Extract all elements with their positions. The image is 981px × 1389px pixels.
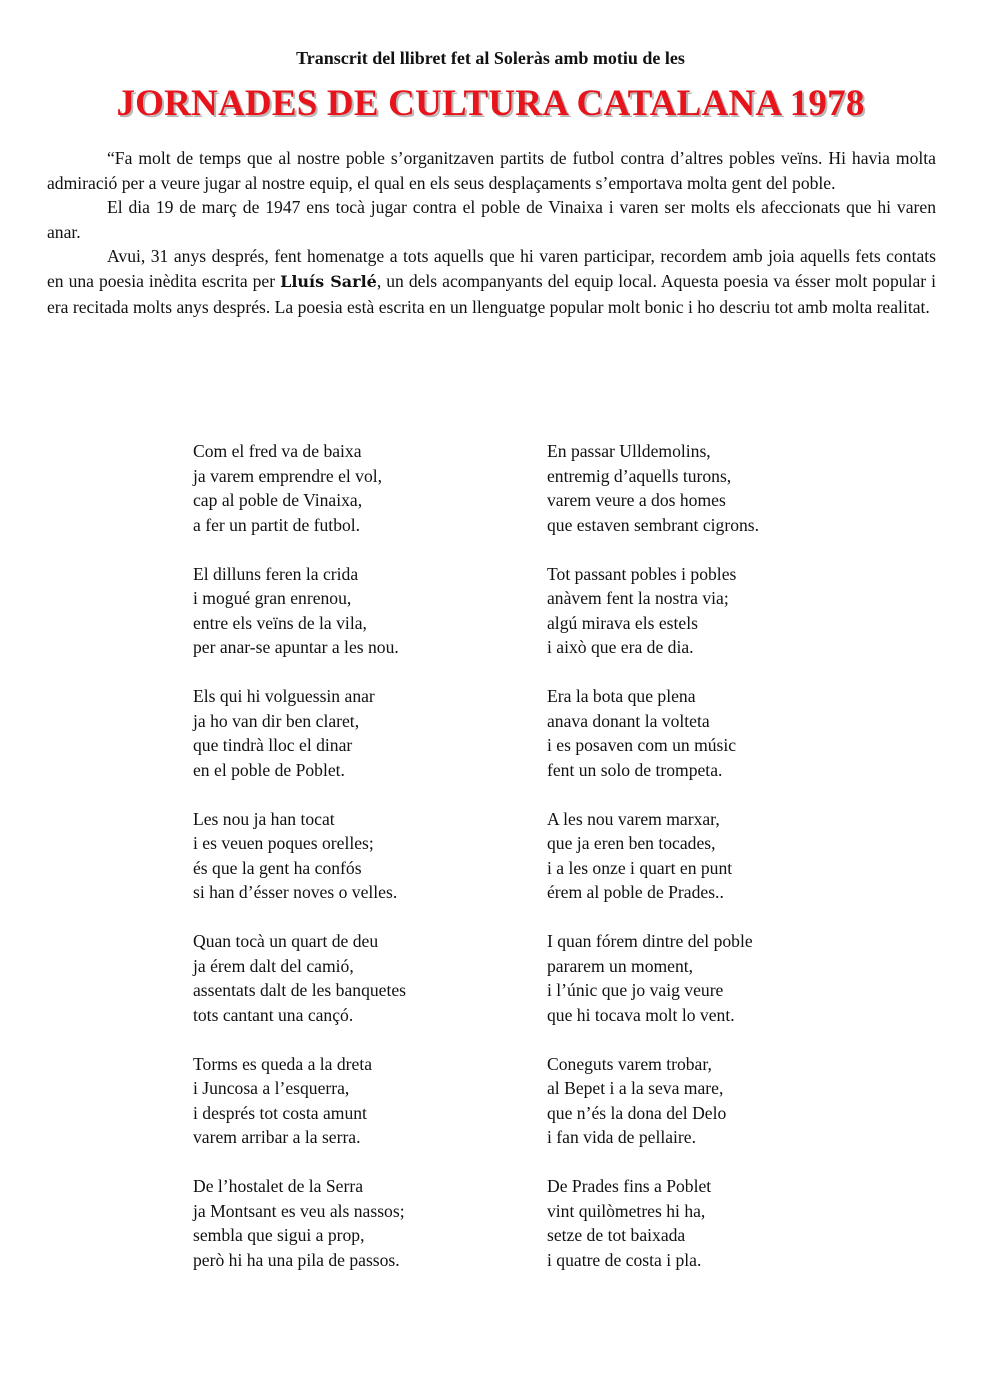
- poem-line: entremig d’aquells turons,: [547, 465, 732, 486]
- poem-line: que tindrà lloc el dinar: [193, 735, 353, 755]
- document-subtitle: Transcrit del llibret fet al Soleràs amb motiu de les: [296, 48, 685, 68]
- poem-line: sembla que sigui a prop,: [193, 1225, 365, 1245]
- poem-stanza: [547, 684, 887, 782]
- intro-paragraph: [47, 244, 936, 319]
- poem-line: entre els veïns de la vila,: [193, 612, 367, 633]
- poem-line: I quan fórem dintre del poble: [547, 931, 753, 951]
- poem-line: Tot passant pobles i pobles: [547, 563, 737, 584]
- poem-line: cap al poble de Vinaixa,: [193, 490, 363, 510]
- poem-line: El dilluns feren la crida: [193, 563, 359, 584]
- intro-text: [47, 146, 936, 319]
- poem-line: assentats dalt de les banquetes: [193, 980, 407, 1000]
- poem-line: ja ho van dir ben claret,: [193, 710, 360, 731]
- poem-line: Els qui hi volguessin anar: [193, 686, 375, 706]
- intro-text-segment: , un dels acompanyants del equip local. Aquesta poesia va ésser molt popular i era recitada molts anys després. La poesia està escrita en un llenguatge popular molt bonic i ho descriu tot amb molta realitat.: [47, 270, 936, 317]
- poem-line: pararem un moment,: [547, 955, 694, 976]
- poem-line: que n’és la dona del Delo: [547, 1102, 727, 1123]
- poem-line: ja varem emprendre el vol,: [193, 465, 383, 486]
- poem-line: ja érem dalt del camió,: [193, 955, 354, 976]
- poem-line: és que la gent ha confós: [193, 857, 362, 878]
- poem-stanza: [193, 1174, 533, 1272]
- poem-line: anava donant la volteta: [547, 710, 710, 731]
- intro-text-segment: Avui, 31 anys després, fent homenatge a tots aquells que hi varen participar, recordem amb joia aquells fets contats en una poesia inèdita escrita per: [47, 246, 936, 291]
- poem-stanza: [193, 1052, 533, 1150]
- poem-line: varem arribar a la serra.: [193, 1127, 361, 1147]
- document-title: JORNADES DE CULTURA CATALANA 1978: [116, 83, 865, 124]
- poem-line: algú mirava els estels: [547, 612, 698, 633]
- poem-line: i l’únic que jo vaig veure: [547, 980, 724, 1000]
- poem-line: i quatre de costa i pla.: [547, 1249, 702, 1270]
- poem-column-left: [193, 439, 533, 1297]
- poem-line: De l’hostalet de la Serra: [193, 1176, 364, 1196]
- poem-stanza: [193, 439, 533, 537]
- poem-stanza: [547, 439, 887, 537]
- poem-line: ja Montsant es veu als nassos;: [193, 1200, 405, 1221]
- poem-line: anàvem fent la nostra via;: [547, 588, 729, 608]
- poem-line: Torms es queda a la dreta: [193, 1053, 373, 1074]
- poem-line: i després tot costa amunt: [193, 1102, 367, 1123]
- poem-stanza: [547, 929, 887, 1027]
- poem-stanza: [193, 684, 533, 782]
- poem-line: setze de tot baixada: [547, 1225, 686, 1245]
- poem-stanza: [547, 562, 887, 660]
- poem-line: però hi ha una pila de passos.: [193, 1249, 400, 1270]
- intro-paragraph: “Fa molt de temps que al nostre poble s’organitzaven partits de futbol contra d’altres pobles veïns. Hi havia molta admiració per a veure jugar al nostre equip, el qual en els seus desplaçaments s’emportava molta gent del poble.: [47, 148, 936, 193]
- poem-line: i es posaven com un músic: [547, 735, 737, 755]
- poem-line: érem al poble de Prades..: [547, 882, 724, 902]
- poem-stanza: [547, 1174, 887, 1272]
- poem-line: al Bepet i a la seva mare,: [547, 1078, 724, 1098]
- poem-column-right: [547, 439, 887, 1297]
- author-name: Lluís Sarlé: [280, 271, 377, 291]
- poem-line: i es veuen poques orelles;: [193, 833, 374, 853]
- poem-line: En passar Ulldemolins,: [547, 441, 711, 461]
- poem-line: varem veure a dos homes: [547, 490, 726, 510]
- poem-line: i Juncosa a l’esquerra,: [193, 1078, 350, 1098]
- poem-line: que hi tocava molt lo vent.: [547, 1004, 735, 1025]
- poem-line: i fan vida de pellaire.: [547, 1127, 696, 1147]
- poem-line: De Prades fins a Poblet: [547, 1176, 712, 1196]
- poem-line: si han d’ésser noves o velles.: [193, 882, 398, 902]
- poem-line: Les nou ja han tocat: [193, 808, 335, 829]
- poem-line: que estaven sembrant cigrons.: [547, 514, 760, 535]
- poem-line: per anar-se apuntar a les nou.: [193, 637, 399, 657]
- poem-line: Quan tocà un quart de deu: [193, 931, 379, 951]
- poem-stanza: [547, 1052, 887, 1150]
- intro-paragraph: El dia 19 de març de 1947 ens tocà jugar contra el poble de Vinaixa i varen ser molts els afeccionats que hi varen anar.: [47, 197, 936, 242]
- poem-stanza: [547, 807, 887, 905]
- poem-line: en el poble de Poblet.: [193, 759, 345, 780]
- poem-line: i a les onze i quart en punt: [547, 857, 733, 878]
- poem-line: Era la bota que plena: [547, 686, 696, 706]
- poem-line: i mogué gran enrenou,: [193, 588, 352, 608]
- poem-stanza: [193, 562, 533, 660]
- poem-line: tots cantant una cançó.: [193, 1004, 354, 1025]
- poem-line: Coneguts varem trobar,: [547, 1053, 712, 1074]
- poem-line: que ja eren ben tocades,: [547, 833, 716, 853]
- poem-stanza: [193, 807, 533, 905]
- poem-line: fent un solo de trompeta.: [547, 759, 723, 780]
- poem-line: vint quilòmetres hi ha,: [547, 1200, 706, 1221]
- poem-stanza: [193, 929, 533, 1027]
- poem-line: Com el fred va de baixa: [193, 441, 362, 461]
- poem-line: i això que era de dia.: [547, 637, 694, 657]
- poem-line: a fer un partit de futbol.: [193, 514, 361, 535]
- poem-line: A les nou varem marxar,: [547, 808, 720, 829]
